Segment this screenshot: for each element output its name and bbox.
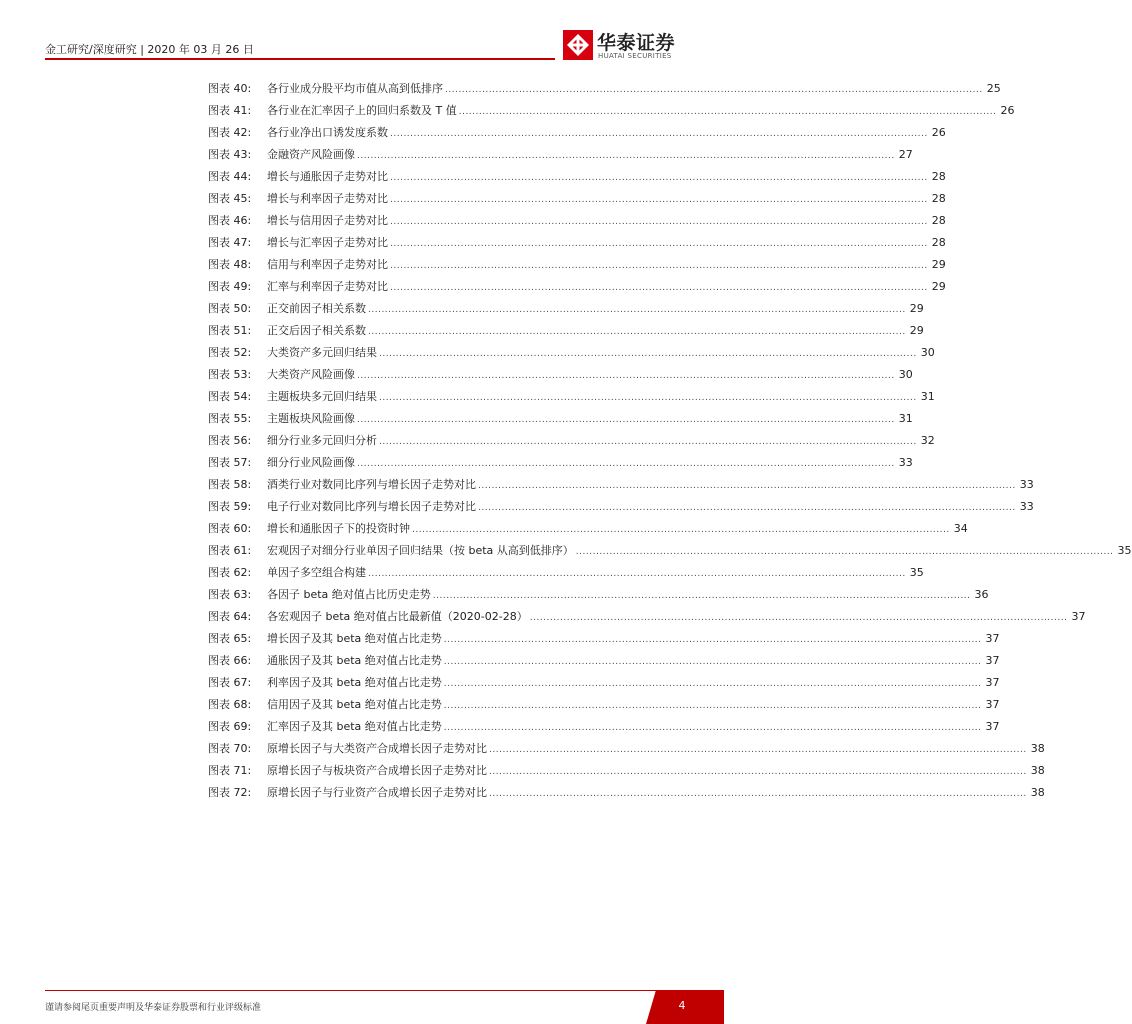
toc-dot-leader: ................................................................................................................................................................ — [379, 349, 917, 359]
toc-figure-title: 大类资产风险画像 — [267, 368, 355, 381]
toc-page-number: 26 — [931, 126, 946, 139]
toc-entry[interactable] — [208, 80, 1001, 102]
toc-figure-number: 图表 71: — [208, 764, 252, 777]
toc-figure-number: 图表 61: — [208, 544, 252, 557]
toc-figure-title: 信用与利率因子走势对比 — [267, 258, 388, 271]
header-breadcrumb: 金工研究/深度研究 | 2020 年 03 月 26 日 — [45, 43, 254, 56]
toc-dot-leader: ................................................................................................................................................................ — [443, 657, 982, 667]
toc-entry[interactable] — [208, 674, 1000, 696]
toc-dot-leader: ................................................................................................................................................................ — [445, 85, 983, 95]
toc-page-number: 33 — [898, 456, 913, 469]
toc-page-number: 27 — [898, 148, 913, 161]
figure-list — [208, 80, 1132, 806]
toc-entry[interactable] — [208, 256, 946, 278]
header-divider — [45, 58, 555, 60]
toc-figure-title: 正交后因子相关系数 — [267, 324, 366, 337]
toc-page-number: 30 — [920, 346, 935, 359]
toc-dot-leader: ................................................................................................................................................................ — [357, 415, 895, 425]
toc-dot-leader: ................................................................................................................................................................ — [390, 283, 928, 293]
toc-entry[interactable] — [208, 300, 924, 322]
toc-entry[interactable] — [208, 102, 1015, 124]
toc-dot-leader: ................................................................................................................................................................ — [432, 591, 971, 601]
toc-dot-leader: ................................................................................................................................................................ — [390, 239, 928, 249]
toc-figure-title: 增长与利率因子走势对比 — [267, 192, 388, 205]
toc-entry[interactable] — [208, 718, 1000, 740]
toc-page-number: 34 — [953, 522, 968, 535]
toc-figure-number: 图表 41: — [208, 104, 252, 117]
toc-entry[interactable] — [208, 586, 989, 608]
toc-figure-title: 宏观因子对细分行业单因子回归结果（按 beta 从高到低排序） — [267, 544, 574, 557]
toc-entry[interactable] — [208, 366, 913, 388]
toc-dot-leader: ................................................................................................................................................................ — [478, 481, 1016, 491]
toc-figure-number: 图表 53: — [208, 368, 252, 381]
toc-dot-leader: ................................................................................................................................................................ — [390, 173, 928, 183]
toc-figure-title: 原增长因子与板块资产合成增长因子走势对比 — [267, 764, 487, 777]
toc-dot-leader: ................................................................................................................................................................ — [357, 151, 895, 161]
toc-dot-leader: ................................................................................................................................................................ — [390, 261, 928, 271]
toc-page-number: 25 — [986, 82, 1001, 95]
toc-page-number: 37 — [985, 632, 1000, 645]
toc-dot-leader: ................................................................................................................................................................ — [458, 107, 997, 117]
toc-figure-number: 图表 67: — [208, 676, 252, 689]
toc-page-number: 37 — [985, 676, 1000, 689]
toc-entry[interactable] — [208, 498, 1034, 520]
toc-dot-leader: ................................................................................................................................................................ — [357, 459, 895, 469]
toc-page-number: 28 — [931, 192, 946, 205]
toc-figure-title: 原增长因子与行业资产合成增长因子走势对比 — [267, 786, 487, 799]
toc-dot-leader: ................................................................................................................................................................ — [443, 723, 982, 733]
toc-figure-number: 图表 57: — [208, 456, 252, 469]
toc-figure-number: 图表 47: — [208, 236, 252, 249]
toc-entry[interactable] — [208, 542, 1132, 564]
toc-entry[interactable] — [208, 476, 1034, 498]
toc-entry[interactable] — [208, 762, 1045, 784]
footer-disclaimer: 谨请参阅尾页重要声明及华泰证券股票和行业评级标准 — [45, 1003, 262, 1013]
toc-entry[interactable] — [208, 696, 1000, 718]
toc-figure-number: 图表 49: — [208, 280, 252, 293]
toc-page-number: 31 — [898, 412, 913, 425]
toc-figure-title: 汇率与利率因子走势对比 — [267, 280, 388, 293]
toc-page-number: 37 — [985, 654, 1000, 667]
toc-page-number: 31 — [920, 390, 935, 403]
toc-dot-leader: ................................................................................................................................................................ — [575, 547, 1114, 557]
toc-page-number: 38 — [1030, 764, 1045, 777]
toc-page-number: 28 — [931, 170, 946, 183]
toc-figure-title: 主题板块风险画像 — [267, 412, 355, 425]
toc-dot-leader: ................................................................................................................................................................ — [379, 437, 917, 447]
toc-figure-title: 金融资产风险画像 — [267, 148, 355, 161]
toc-dot-leader: ................................................................................................................................................................ — [443, 701, 982, 711]
toc-entry[interactable] — [208, 168, 946, 190]
toc-entry[interactable] — [208, 740, 1045, 762]
toc-page-number: 37 — [985, 698, 1000, 711]
toc-entry[interactable] — [208, 388, 935, 410]
toc-page-number: 26 — [1000, 104, 1015, 117]
toc-figure-title: 主题板块多元回归结果 — [267, 390, 377, 403]
toc-figure-number: 图表 64: — [208, 610, 252, 623]
toc-figure-title: 各因子 beta 绝对值占比历史走势 — [267, 588, 431, 601]
toc-figure-title: 各行业净出口诱发度系数 — [267, 126, 388, 139]
toc-figure-number: 图表 69: — [208, 720, 252, 733]
toc-figure-number: 图表 54: — [208, 390, 252, 403]
toc-figure-number: 图表 51: — [208, 324, 252, 337]
toc-figure-number: 图表 45: — [208, 192, 252, 205]
toc-entry[interactable] — [208, 454, 913, 476]
toc-figure-number: 图表 66: — [208, 654, 252, 667]
toc-figure-number: 图表 60: — [208, 522, 252, 535]
toc-figure-title: 利率因子及其 beta 绝对值占比走势 — [267, 676, 442, 689]
toc-page-number: 29 — [909, 324, 924, 337]
toc-entry[interactable] — [208, 520, 968, 542]
toc-dot-leader: ................................................................................................................................................................ — [390, 217, 928, 227]
toc-dot-leader: ................................................................................................................................................................ — [443, 679, 982, 689]
toc-figure-title: 大类资产多元回归结果 — [267, 346, 377, 359]
logo-name-cn: 华泰证券 — [597, 32, 676, 54]
toc-entry[interactable] — [208, 652, 1000, 674]
toc-entry[interactable] — [208, 608, 1086, 630]
toc-page-number: 33 — [1019, 478, 1034, 491]
toc-figure-title: 信用因子及其 beta 绝对值占比走势 — [267, 698, 442, 711]
toc-entry[interactable] — [208, 564, 924, 586]
toc-figure-number: 图表 50: — [208, 302, 252, 315]
toc-dot-leader: ................................................................................................................................................................ — [368, 305, 906, 315]
toc-figure-title: 细分行业风险画像 — [267, 456, 355, 469]
toc-page-number: 35 — [909, 566, 924, 579]
toc-page-number: 29 — [909, 302, 924, 315]
toc-figure-number: 图表 70: — [208, 742, 252, 755]
toc-entry[interactable] — [208, 146, 913, 168]
toc-figure-title: 原增长因子与大类资产合成增长因子走势对比 — [267, 742, 487, 755]
toc-figure-number: 图表 40: — [208, 82, 252, 95]
toc-figure-number: 图表 59: — [208, 500, 252, 513]
toc-dot-leader: ................................................................................................................................................................ — [489, 745, 1027, 755]
toc-figure-number: 图表 62: — [208, 566, 252, 579]
toc-figure-number: 图表 63: — [208, 588, 252, 601]
toc-page-number: 28 — [931, 236, 946, 249]
toc-figure-title: 通胀因子及其 beta 绝对值占比走势 — [267, 654, 442, 667]
toc-dot-leader: ................................................................................................................................................................ — [368, 569, 906, 579]
toc-page-number: 30 — [898, 368, 913, 381]
toc-dot-leader: ................................................................................................................................................................ — [443, 635, 982, 645]
toc-figure-title: 各行业成分股平均市值从高到低排序 — [267, 82, 443, 95]
toc-figure-title: 增长因子及其 beta 绝对值占比走势 — [267, 632, 442, 645]
toc-dot-leader: ................................................................................................................................................................ — [368, 327, 906, 337]
toc-page-number: 32 — [920, 434, 935, 447]
toc-figure-number: 图表 56: — [208, 434, 252, 447]
toc-dot-leader: ................................................................................................................................................................ — [412, 525, 950, 535]
toc-entry[interactable] — [208, 124, 946, 146]
toc-entry[interactable] — [208, 212, 946, 234]
toc-page-number: 38 — [1030, 786, 1045, 799]
toc-figure-number: 图表 46: — [208, 214, 252, 227]
toc-figure-title: 各行业在汇率因子上的回归系数及 T 值 — [267, 104, 457, 117]
toc-figure-number: 图表 72: — [208, 786, 252, 799]
toc-figure-title: 单因子多空组合构建 — [267, 566, 366, 579]
toc-page-number: 37 — [1071, 610, 1086, 623]
huatai-logo-icon — [563, 30, 593, 60]
toc-figure-number: 图表 65: — [208, 632, 252, 645]
toc-entry[interactable] — [208, 630, 1000, 652]
toc-page-number: 36 — [974, 588, 989, 601]
toc-page-number: 29 — [931, 280, 946, 293]
toc-entry[interactable] — [208, 432, 935, 454]
toc-entry[interactable] — [208, 278, 946, 300]
toc-figure-number: 图表 52: — [208, 346, 252, 359]
toc-page-number: 35 — [1117, 544, 1132, 557]
toc-figure-title: 增长与通胀因子走势对比 — [267, 170, 388, 183]
toc-dot-leader: ................................................................................................................................................................ — [357, 371, 895, 381]
toc-dot-leader: ................................................................................................................................................................ — [529, 613, 1068, 623]
logo-name-en: HUATAI SECURITIES — [598, 52, 672, 60]
toc-figure-number: 图表 58: — [208, 478, 252, 491]
toc-figure-title: 汇率因子及其 beta 绝对值占比走势 — [267, 720, 442, 733]
toc-figure-title: 酒类行业对数同比序列与增长因子走势对比 — [267, 478, 476, 491]
toc-page-number: 29 — [931, 258, 946, 271]
toc-figure-number: 图表 43: — [208, 148, 252, 161]
toc-figure-number: 图表 68: — [208, 698, 252, 711]
page-number: 4 — [678, 999, 686, 1012]
toc-dot-leader: ................................................................................................................................................................ — [478, 503, 1016, 513]
company-logo — [563, 30, 688, 64]
toc-dot-leader: ................................................................................................................................................................ — [390, 195, 928, 205]
toc-page-number: 37 — [985, 720, 1000, 733]
toc-figure-number: 图表 44: — [208, 170, 252, 183]
toc-entry[interactable] — [208, 784, 1045, 806]
toc-page-number: 38 — [1030, 742, 1045, 755]
toc-figure-title: 增长与汇率因子走势对比 — [267, 236, 388, 249]
toc-entry[interactable] — [208, 234, 946, 256]
toc-figure-title: 正交前因子相关系数 — [267, 302, 366, 315]
toc-figure-title: 电子行业对数同比序列与增长因子走势对比 — [267, 500, 476, 513]
toc-page-number: 28 — [931, 214, 946, 227]
toc-dot-leader: ................................................................................................................................................................ — [489, 789, 1027, 799]
toc-entry[interactable] — [208, 410, 913, 432]
toc-figure-number: 图表 42: — [208, 126, 252, 139]
footer-divider — [45, 990, 667, 991]
toc-figure-title: 增长与信用因子走势对比 — [267, 214, 388, 227]
toc-dot-leader: ................................................................................................................................................................ — [390, 129, 928, 139]
toc-dot-leader: ................................................................................................................................................................ — [379, 393, 917, 403]
toc-figure-title: 各宏观因子 beta 绝对值占比最新值（2020-02-28） — [267, 610, 528, 623]
toc-entry[interactable] — [208, 322, 924, 344]
toc-figure-title: 细分行业多元回归分析 — [267, 434, 377, 447]
toc-figure-number: 图表 55: — [208, 412, 252, 425]
toc-entry[interactable] — [208, 344, 935, 366]
toc-figure-number: 图表 48: — [208, 258, 252, 271]
toc-page-number: 33 — [1019, 500, 1034, 513]
toc-figure-title: 增长和通胀因子下的投资时钟 — [267, 522, 410, 535]
toc-dot-leader: ................................................................................................................................................................ — [489, 767, 1027, 777]
toc-entry[interactable] — [208, 190, 946, 212]
